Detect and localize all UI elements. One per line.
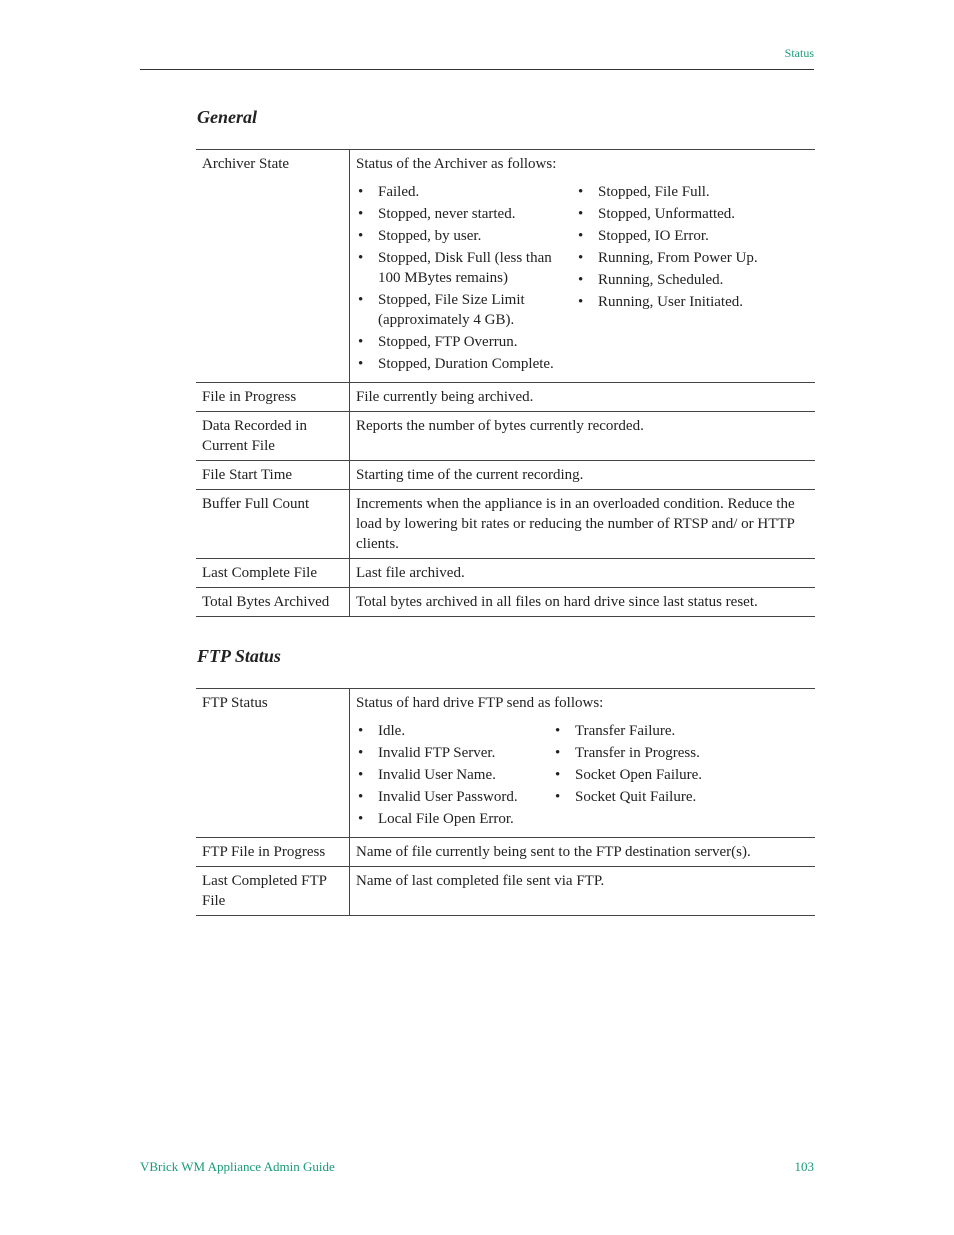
term-cell: Archiver State: [196, 150, 350, 383]
list-item: • Transfer Failure.: [553, 721, 793, 741]
description-cell: Total bytes archived in all files on hard drive since last status reset.: [356, 594, 758, 610]
term-cell: Total Bytes Archived: [196, 588, 350, 617]
description-intro: Status of hard drive FTP send as follows:: [356, 695, 604, 711]
table-row: [196, 461, 815, 490]
table-row: [196, 559, 815, 588]
description-cell: File currently being archived.: [356, 389, 534, 405]
description-cell: Reports the number of bytes currently recorded.: [356, 418, 644, 434]
table-row: [196, 490, 815, 559]
table-row: [196, 150, 815, 383]
description-cell: Name of last completed file sent via FTP.: [356, 873, 605, 889]
list-item: • Running, User Initiated.: [576, 292, 806, 312]
list-item: • Stopped, never started.: [356, 204, 576, 224]
list-item: • Running, Scheduled.: [576, 270, 806, 290]
list-item: • Invalid User Password.: [356, 787, 553, 807]
section-heading-ftp-status: FTP Status: [197, 646, 281, 666]
table-row: [196, 588, 815, 617]
bullet-list-left: [356, 721, 553, 831]
section-heading-general: General: [197, 107, 257, 127]
list-item: • Local File Open Error.: [356, 809, 553, 829]
footer-document-title: VBrick WM Appliance Admin Guide: [140, 1159, 335, 1174]
list-item: • Invalid User Name.: [356, 765, 553, 785]
term-cell: FTP File in Progress: [196, 838, 350, 867]
list-item: • Stopped, FTP Overrun.: [356, 332, 576, 352]
bullet-list-right: [553, 721, 793, 831]
table-row: [196, 412, 815, 461]
table-row: [196, 867, 815, 916]
list-item: • Failed.: [356, 182, 576, 202]
header-divider: [140, 69, 814, 70]
table-row: [196, 383, 815, 412]
description-cell: Increments when the appliance is in an overloaded condition. Reduce the load by lowering bit rates or reducing the number of RTSP and/ or HTTP clients.: [356, 496, 795, 552]
description-cell: [350, 689, 816, 838]
term-cell: File Start Time: [196, 461, 350, 490]
bullet-columns: [356, 182, 811, 378]
description-cell: Last file archived.: [356, 565, 465, 581]
description-intro: Status of the Archiver as follows:: [356, 156, 557, 172]
list-item: • Stopped, Duration Complete.: [356, 354, 576, 374]
ftp-status-table: [196, 688, 815, 916]
description-cell: [350, 150, 816, 383]
footer-page-number: 103: [794, 1159, 814, 1174]
description-cell: Starting time of the current recording.: [356, 467, 584, 483]
bullet-columns: [356, 721, 811, 833]
table-row: [196, 838, 815, 867]
list-item: • Stopped, Unformatted.: [576, 204, 806, 224]
list-item: • Transfer in Progress.: [553, 743, 793, 763]
term-cell: Last Completed FTP File: [196, 867, 350, 916]
general-table: [196, 149, 815, 617]
list-item: • Invalid FTP Server.: [356, 743, 553, 763]
list-item: • Running, From Power Up.: [576, 248, 806, 268]
term-cell: Last Complete File: [196, 559, 350, 588]
term-cell: Buffer Full Count: [196, 490, 350, 559]
list-item: • Socket Open Failure.: [553, 765, 793, 785]
list-item: • Idle.: [356, 721, 553, 741]
term-cell: File in Progress: [196, 383, 350, 412]
list-item: • Stopped, File Full.: [576, 182, 806, 202]
bullet-list-left: [356, 182, 576, 376]
list-item: • Stopped, by user.: [356, 226, 576, 246]
table-row: [196, 689, 815, 838]
list-item: • Stopped, IO Error.: [576, 226, 806, 246]
term-cell: Data Recorded in Current File: [196, 412, 350, 461]
list-item: • Socket Quit Failure.: [553, 787, 793, 807]
list-item: • Stopped, File Size Limit (approximately 4 GB).: [356, 290, 576, 330]
running-header: Status: [784, 46, 814, 60]
list-item: • Stopped, Disk Full (less than 100 MBytes remains): [356, 248, 576, 288]
term-cell: FTP Status: [196, 689, 350, 838]
description-cell: Name of file currently being sent to the FTP destination server(s).: [356, 844, 751, 860]
bullet-list-right: [576, 182, 806, 376]
